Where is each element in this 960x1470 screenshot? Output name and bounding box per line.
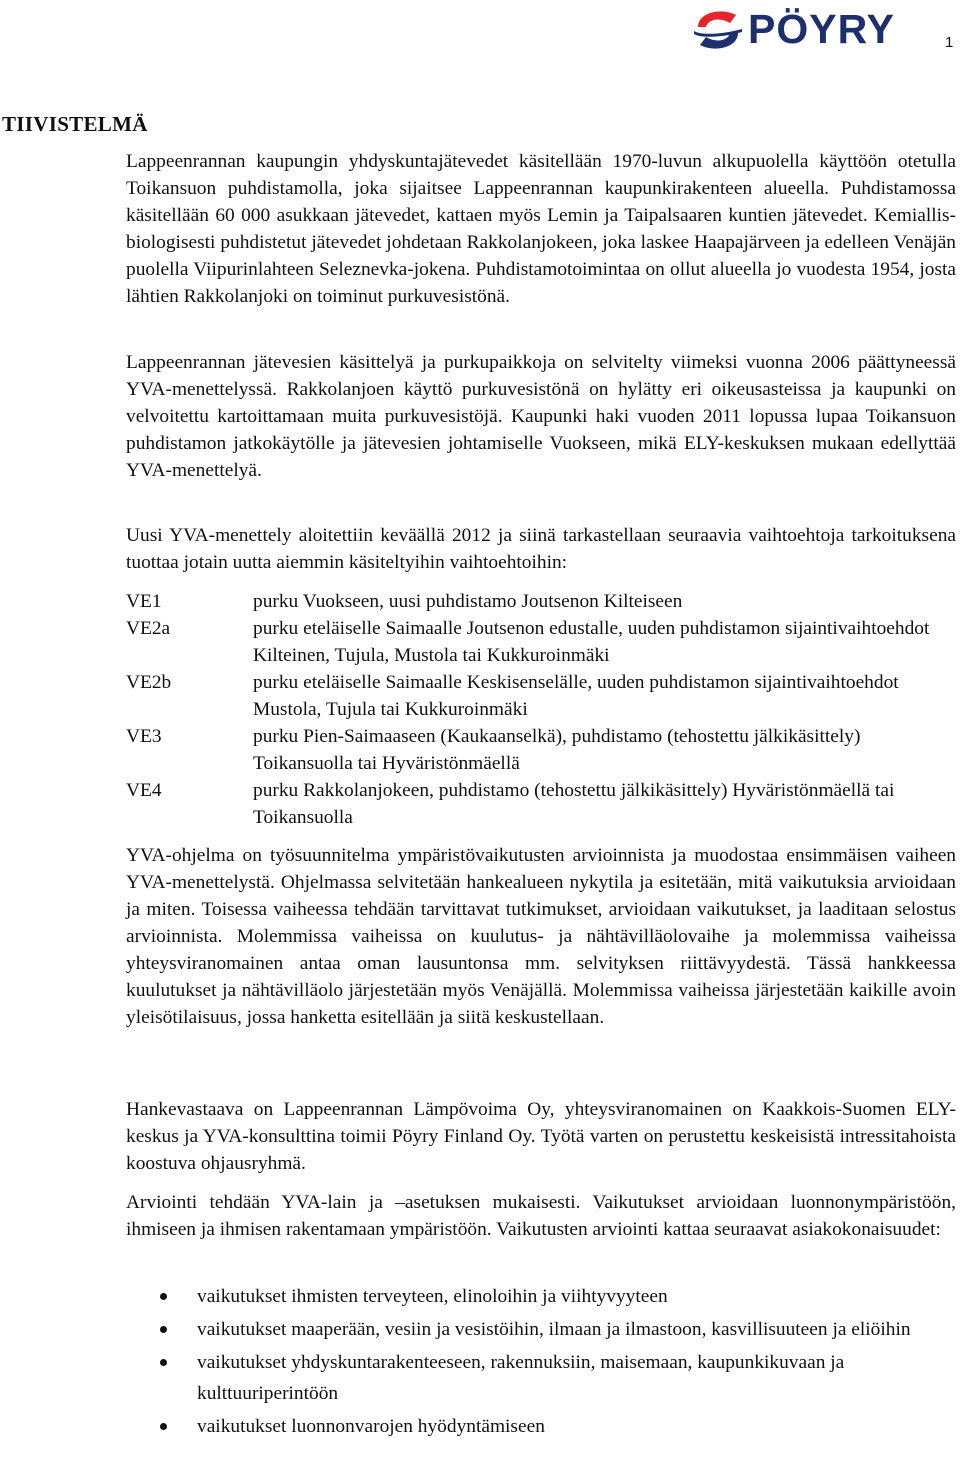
- poyry-swirl-icon: [690, 5, 746, 55]
- list-item-text: vaikutukset luonnonvarojen hyödyntämiseen: [197, 1416, 545, 1437]
- alternative-row: [126, 777, 956, 831]
- paragraph-text: Lappeenrannan jätevesien käsittelyä ja purkupaikkoja on selvitelty viimeksi vuonna 2006 päättyneessä YVA-menettelyssä. Rakkolanjoen käyttö purkuvesistönä on hylätty eri oikeusasteissa ja kaupunki on velvoitettu kartoittamaan muita purkuvesistöjä. Kaupunki haki vuoden 2011 lopussa lupaa Toikansuon puhdistamon jatkokäytölle ja jätevesien johtamiselle Vuokseen, mikä ELY-keskuksen mukaan edellyttää YVA-menettelyä.: [126, 352, 956, 481]
- poyry-logo: [690, 5, 950, 55]
- bullet-icon: [160, 1423, 167, 1430]
- list-item: [126, 1314, 956, 1345]
- alternative-row: [126, 669, 956, 723]
- alternative-code: VE3: [126, 726, 162, 747]
- list-item: [126, 1281, 956, 1312]
- alternative-row: [126, 723, 956, 777]
- alternative-row: [126, 615, 956, 669]
- bullet-icon: [160, 1326, 167, 1333]
- alternative-desc: purku eteläiselle Saimaalle Joutsenon edustalle, uuden puhdistamon sijaintivaihtoehdot Kilteinen, Tujula, Mustola tai Kukkuroinmäki: [253, 618, 930, 666]
- paragraph-text: Arviointi tehdään YVA-lain ja –asetuksen mukaisesti. Vaikutukset arvioidaan luonnonympäristöön, ihmiseen ja ihmisen rakentamaan ympäristöön. Vaikutusten arviointi kattaa seuraavat asiakokonaisuudet:: [126, 1192, 956, 1240]
- impacts-bullet-list: [126, 1281, 956, 1444]
- list-item-text: vaikutukset maaperään, vesiin ja vesistöihin, ilmaan ja ilmastoon, kasvillisuuteen ja eliöihin: [197, 1319, 911, 1340]
- list-item: [126, 1347, 956, 1409]
- paragraph-text: YVA-ohjelma on työsuunnitelma ympäristövaikutusten arvioinnista ja muodostaa ensimmäisen vaiheen YVA-menettelystä. Ohjelmassa selvitetään hankealueen nykytila ja esitetään, mitä vaikutuksia arvioidaan ja miten. Toisessa vaiheessa tehdään tarvittavat tutkimukset, arvioidaan vaikutukset, ja laaditaan selostus arvioinnista. Molemmissa vaiheissa on kuulutus- ja nähtävilläolovaihe ja molemmissa vaiheissa yhteysviranomainen antaa oman lausuntonsa mm. selvityksen riittävyydestä. Tässä hankkeessa kuulutukset ja nähtävilläolo järjestetään myös Venäjällä. Molemmissa vaiheissa järjestetään kaikille avoin yleisötilaisuus, jossa hanketta esitellään ja siitä keskustellaan.: [126, 845, 956, 1028]
- paragraph-intro: [126, 148, 956, 310]
- paragraph-program: [126, 842, 956, 1031]
- paragraph-text: Uusi YVA-menettely aloitettiin keväällä 2012 ja siinä tarkastellaan seuraavia vaihtoehtoja tarkoituksena tuottaa jotain uutta aiemmin käsiteltyihin vaihtoehtoihin:: [126, 525, 956, 573]
- alternative-code: VE4: [126, 780, 162, 801]
- alternative-row: [126, 588, 956, 615]
- list-item: [126, 1411, 956, 1442]
- list-item-text: vaikutukset yhdyskuntarakenteeseen, rakennuksiin, maisemaan, kaupunkikuvaan ja kulttuuriperintöön: [197, 1352, 845, 1404]
- paragraph-new-eia: [126, 522, 956, 576]
- alternative-desc: purku Pien-Saimaaseen (Kaukaanselkä), puhdistamo (tehostettu jälkikäsittely) Toikansuolla tai Hyväristönmäellä: [253, 726, 861, 774]
- alternative-desc: purku eteläiselle Saimaalle Keskisenselälle, uuden puhdistamon sijaintivaihtoehdot Mustola, Tujula tai Kukkuroinmäki: [253, 672, 899, 720]
- paragraph-history: [126, 349, 956, 484]
- paragraph-assessment: [126, 1189, 956, 1243]
- poyry-logo-text: PÖYRY: [748, 6, 896, 52]
- paragraph-parties: [126, 1096, 956, 1177]
- alternative-desc: purku Vuokseen, uusi puhdistamo Joutsenon Kilteiseen: [253, 591, 683, 612]
- list-item-text: vaikutukset ihmisten terveyteen, elinoloihin ja viihtyvyyteen: [197, 1286, 668, 1307]
- alternative-desc: purku Rakkolanjokeen, puhdistamo (tehostettu jälkikäsittely) Hyväristönmäellä tai Toikansuolla: [253, 780, 895, 828]
- bullet-icon: [160, 1359, 167, 1366]
- paragraph-text: Hankevastaava on Lappeenrannan Lämpövoima Oy, yhteysviranomainen on Kaakkois-Suomen ELY-keskus ja YVA-konsulttina toimii Pöyry Finland Oy. Työtä varten on perustettu keskeisistä intressitahoista koostuva ohjausryhmä.: [126, 1099, 956, 1174]
- page-number: 1: [945, 34, 954, 51]
- alternative-code: VE1: [126, 591, 162, 612]
- section-heading: TIIVISTELMÄ: [2, 112, 148, 136]
- bullet-icon: [160, 1293, 167, 1300]
- paragraph-text: Lappeenrannan kaupungin yhdyskuntajätevedet käsitellään 1970-luvun alkupuolella käyttöön otetulla Toikansuon puhdistamolla, joka sijaitsee Lappeenrannan kaupunkirakenteen alueella. Puhdistamossa käsitellään 60 000 asukkaan jätevedet, kattaen myös Lemin ja Taipalsaaren kuntien jätevedet. Kemiallis-biologisesti puhdistetut jätevedet johdetaan Rakkolanjokeen, joka laskee Haapajärveen ja edelleen Venäjän puolella Viipurinlahteen Seleznevka-jokena. Puhdistamotoimintaa on ollut alueella jo vuodesta 1954, josta lähtien Rakkolanjoki on toiminut purkuvesistönä.: [126, 151, 956, 307]
- alternative-code: VE2a: [126, 618, 171, 639]
- alternative-code: VE2b: [126, 672, 172, 693]
- alternatives-list: [126, 588, 956, 831]
